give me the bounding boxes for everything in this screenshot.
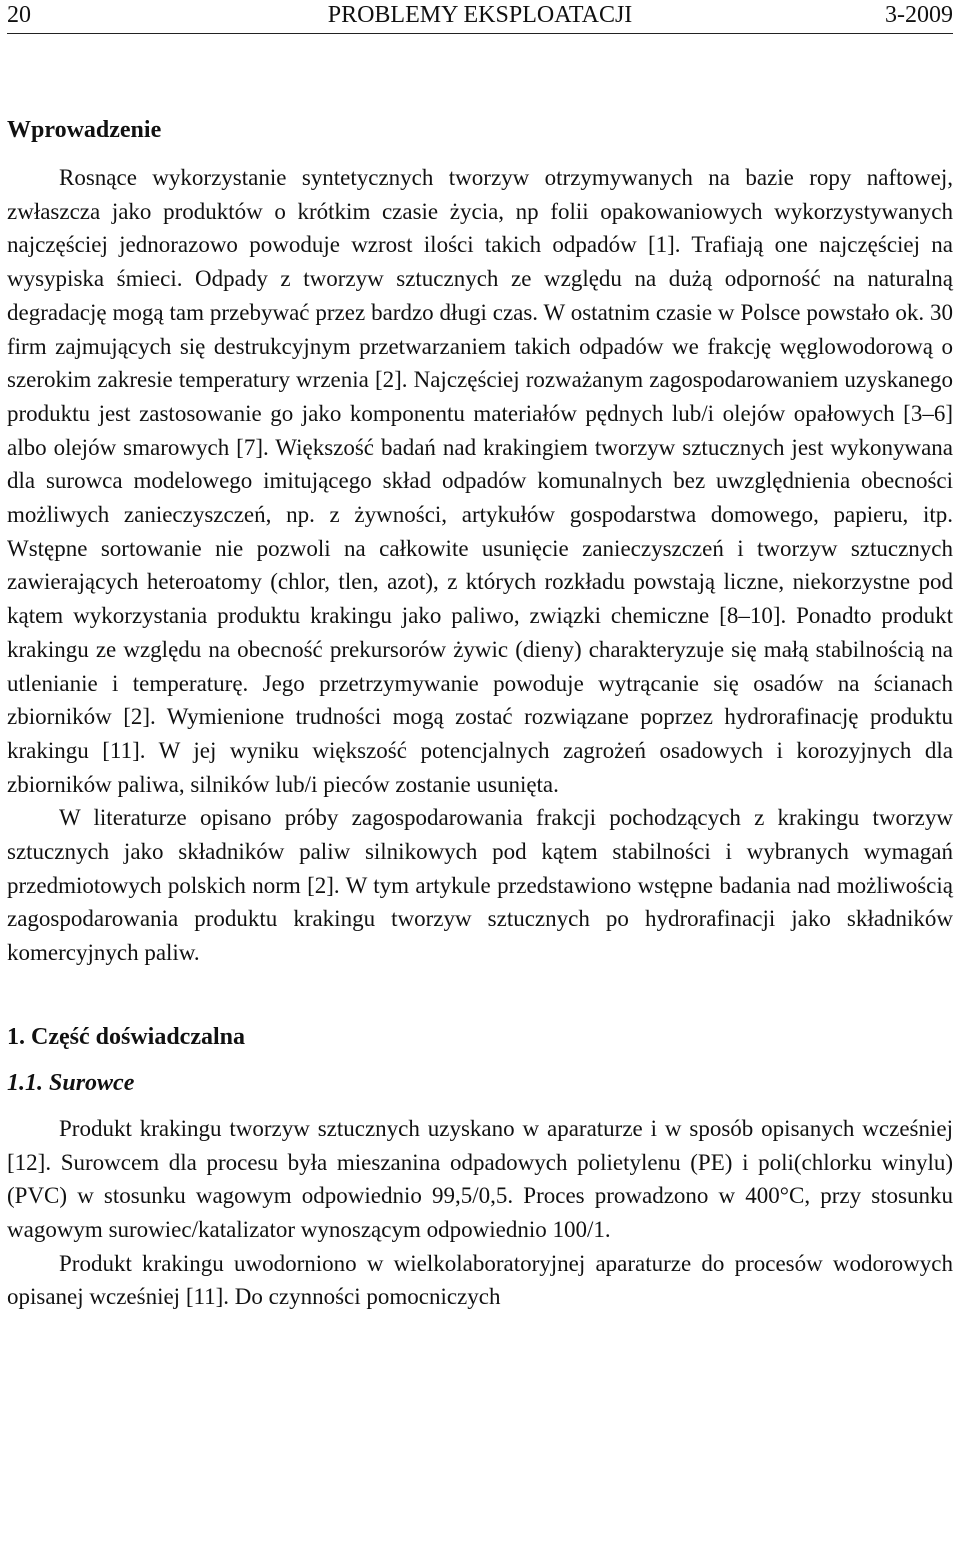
- journal-title: PROBLEMY EKSPLOATACJI: [327, 2, 633, 28]
- subsection-heading-raw-materials: 1.1. Surowce: [7, 1069, 135, 1096]
- header-rule: [7, 33, 953, 34]
- body-paragraph: Produkt krakingu uwodorniono w wielkolaboratoryjnej aparaturze do procesów wodorowych opisanej wcześniej [11]. Do czynności pomocniczych: [7, 1250, 953, 1310]
- document-page: [7, 0, 953, 1314]
- page-number: 20: [7, 2, 31, 28]
- running-header: [7, 0, 953, 39]
- section-heading-introduction: Wprowadzenie: [7, 117, 162, 143]
- body-paragraph: W literaturze opisano próby zagospodarowania frakcji pochodzących z krakingu tworzyw sztucznych jako składników paliw silnikowych pod kątem stabilności i wybranych wymagań przedmiotowych polskich norm [2]. W tym artykule przedstawiono wstępne badania nad możliwością zagospodarowania produktu krakingu tworzyw sztucznych po hydrorafinacji jako składników komercyjnych paliw.: [7, 805, 953, 966]
- body-paragraph: Produkt krakingu tworzyw sztucznych uzyskano w aparaturze i w sposób opisanych wcześniej [12]. Surowcem dla procesu była mieszanina odpadowych polietylenu (PE) i poli(chlorku winylu) (PVC) w stosunku wagowym odpowiednio 99,5/0,5. Proces prowadzono w 400°C, przy stosunku wagowym surowiec/katalizator wynoszącym odpowiednio 100/1.: [7, 1115, 953, 1242]
- section-heading-experimental: 1. Część doświadczalna: [7, 1023, 245, 1050]
- issue-number: 3-2009: [885, 2, 953, 28]
- body-paragraph: Rosnące wykorzystanie syntetycznych tworzyw otrzymywanych na bazie ropy naftowej, zwłaszcza jako produktów o krótkim czasie życia, np folii opakowaniowych wykorzystywanych najczęściej jednorazowo powoduje wzrost ilości takich odpadów [1]. Trafiają one najczęściej na wysypiska śmieci. Odpady z tworzyw sztucznych ze względu na dużą odporność na naturalną degradację mogą tam przebywać przez bardzo długi czas. W ostatnim czasie w Polsce powstało ok. 30 firm zajmujących się destrukcyjnym przetwarzaniem takich odpadów we frakcję węglowodorową o szerokim zakresie temperatury wrzenia [2]. Najczęściej rozważanym zagospodarowaniem uzyskanego produktu jest zastosowanie go jako komponentu materiałów pędnych lub/i olejów opałowych [3–6] albo olejów smarowych [7]. Większość badań nad krakingiem tworzyw sztucznych jest wykonywana dla surowca modelowego imitującego skład odpadów komunalnych bez uwzględnienia obecności możliwych zanieczyszczeń, np. z żywności, artykułów gospodarstwa domowego, papieru, itp. Wstępne sortowanie nie pozwoli na całkowite usunięcie zanieczyszczeń i tworzyw sztucznych zawierających heteroatomy (chlor, tlen, azot), z których rozkładu powstają liczne, niekorzystne pod kątem wykorzystania produktu krakingu jako paliwo, związki chemiczne [8–10]. Ponadto produkt krakingu ze względu na obecność prekursorów żywic (dieny) charakteryzuje się małą stabilnością na utlenianie i temperaturę. Jego przetrzymywanie powoduje wytrącanie się osadów na ścianach zbiorników [2]. Wymienione trudności mogą zostać rozwiązane poprzez hydrorafinację produktu krakingu [11]. W jej wyniku większość potencjalnych zagrożeń osadowych i korozyjnych dla zbiorników paliwa, silników lub/i pieców zostanie usunięta.: [7, 165, 953, 797]
